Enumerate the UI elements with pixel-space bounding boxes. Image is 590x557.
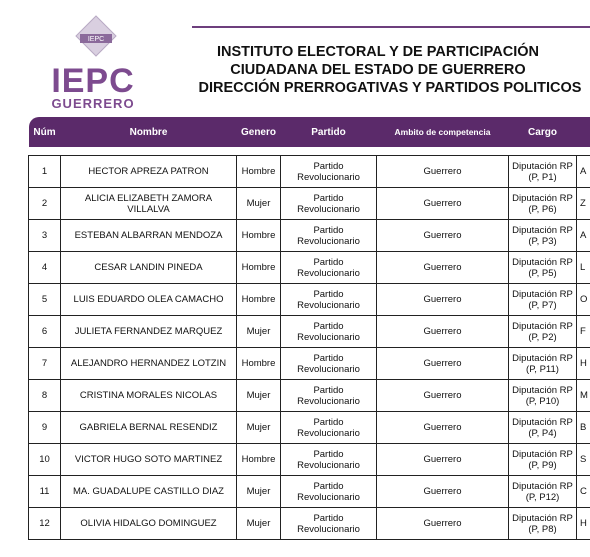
cell-ambito: Guerrero (377, 156, 509, 188)
cell-num: 9 (29, 412, 61, 444)
cell-nombre: CRISTINA MORALES NICOLAS (61, 380, 237, 412)
logo-wordmark: IEPC (51, 62, 135, 100)
title-line-1: INSTITUTO ELECTORAL Y DE PARTICIPACIÓN (217, 44, 539, 60)
cell-ambito: Guerrero (377, 188, 509, 220)
cell-partido: Partido Revolucionario (281, 316, 377, 348)
document-title (180, 43, 590, 97)
cell-extra: S (577, 444, 590, 476)
cell-cargo: Diputación RP (P, P6) (509, 188, 577, 220)
cell-num: 1 (29, 156, 61, 188)
cell-num: 12 (29, 508, 61, 540)
cell-partido: Partido Revolucionario (281, 188, 377, 220)
table-header-row (29, 117, 590, 147)
cell-genero: Mujer (237, 316, 281, 348)
cell-cargo: Diputación RP (P, P12) (509, 476, 577, 508)
cell-num: 4 (29, 252, 61, 284)
cell-extra: O (577, 284, 590, 316)
cell-nombre: HECTOR APREZA PATRON (61, 156, 237, 188)
cell-ambito: Guerrero (377, 252, 509, 284)
cell-num: 7 (29, 348, 61, 380)
cell-ambito: Guerrero (377, 220, 509, 252)
table-row (29, 316, 590, 348)
cell-genero: Hombre (237, 348, 281, 380)
cell-cargo: Diputación RP (P, P8) (509, 508, 577, 540)
cell-num: 3 (29, 220, 61, 252)
cell-ambito: Guerrero (377, 380, 509, 412)
cell-extra: L (577, 252, 590, 284)
cell-ambito: Guerrero (377, 316, 509, 348)
cell-extra: H (577, 508, 590, 540)
cell-cargo: Diputación RP (P, P5) (509, 252, 577, 284)
col-header-nombre: Nombre (129, 126, 168, 138)
col-header-partido: Partido (311, 126, 346, 138)
cell-partido: Partido Revolucionario (281, 412, 377, 444)
cell-num: 2 (29, 188, 61, 220)
cell-ambito: Guerrero (377, 348, 509, 380)
cell-partido: Partido Revolucionario (281, 348, 377, 380)
table-row (29, 156, 590, 188)
cell-cargo: Diputación RP (P, P9) (509, 444, 577, 476)
cell-genero: Mujer (237, 188, 281, 220)
cell-cargo: Diputación RP (P, P1) (509, 156, 577, 188)
cell-num: 10 (29, 444, 61, 476)
cell-ambito: Guerrero (377, 476, 509, 508)
cell-genero: Hombre (237, 284, 281, 316)
cell-partido: Partido Revolucionario (281, 284, 377, 316)
cell-nombre: OLIVIA HIDALGO DOMINGUEZ (61, 508, 237, 540)
cell-cargo: Diputación RP (P, P4) (509, 412, 577, 444)
cell-extra: C (577, 476, 590, 508)
table-row (29, 412, 590, 444)
col-header-ambito: Ambito de competencia (394, 127, 491, 137)
col-header-genero: Genero (240, 126, 276, 138)
cell-partido: Partido Revolucionario (281, 252, 377, 284)
header-rule (192, 26, 590, 28)
cell-ambito: Guerrero (377, 508, 509, 540)
table-row (29, 188, 590, 220)
cell-extra: M (577, 380, 590, 412)
cell-genero: Hombre (237, 156, 281, 188)
cell-num: 6 (29, 316, 61, 348)
cell-genero: Hombre (237, 252, 281, 284)
cell-extra: Z (577, 188, 590, 220)
cell-partido: Partido Revolucionario (281, 380, 377, 412)
table-row (29, 252, 590, 284)
cell-cargo: Diputación RP (P, P7) (509, 284, 577, 316)
title-line-3: DIRECCIÓN PRERROGATIVAS Y PARTIDOS POLITICOS (198, 80, 582, 96)
table-row (29, 220, 590, 252)
cell-cargo: Diputación RP (P, P3) (509, 220, 577, 252)
cell-extra: A (577, 220, 590, 252)
table-row (29, 380, 590, 412)
cell-cargo: Diputación RP (P, P10) (509, 380, 577, 412)
cell-genero: Mujer (237, 476, 281, 508)
cell-genero: Mujer (237, 508, 281, 540)
cell-partido: Partido Revolucionario (281, 508, 377, 540)
cell-cargo: Diputación RP (P, P11) (509, 348, 577, 380)
cell-partido: Partido Revolucionario (281, 220, 377, 252)
cell-genero: Mujer (237, 380, 281, 412)
col-header-cargo: Cargo (528, 126, 557, 138)
cell-partido: Partido Revolucionario (281, 156, 377, 188)
cell-extra: F (577, 316, 590, 348)
cell-ambito: Guerrero (377, 284, 509, 316)
logo-subtitle: GUERRERO (51, 96, 135, 111)
cell-ambito: Guerrero (377, 444, 509, 476)
cell-extra: B (577, 412, 590, 444)
cell-cargo: Diputación RP (P, P2) (509, 316, 577, 348)
cell-num: 8 (29, 380, 61, 412)
cell-num: 5 (29, 284, 61, 316)
cell-extra: A (577, 156, 590, 188)
cell-partido: Partido Revolucionario (281, 476, 377, 508)
table-row (29, 284, 590, 316)
cell-genero: Hombre (237, 444, 281, 476)
cell-nombre: ESTEBAN ALBARRAN MENDOZA (61, 220, 237, 252)
cell-genero: Hombre (237, 220, 281, 252)
cell-ambito: Guerrero (377, 412, 509, 444)
cell-extra: H (577, 348, 590, 380)
table-row (29, 476, 590, 508)
table-row (29, 444, 590, 476)
cell-genero: Mujer (237, 412, 281, 444)
cell-nombre: GABRIELA BERNAL RESENDIZ (61, 412, 237, 444)
cell-nombre: JULIETA FERNANDEZ MARQUEZ (61, 316, 237, 348)
table-row (29, 508, 590, 540)
logo-badge-text: IEPC (87, 36, 105, 43)
candidates-table (28, 117, 590, 540)
col-header-extra (577, 117, 590, 147)
table-row (29, 348, 590, 380)
cell-nombre: VICTOR HUGO SOTO MARTINEZ (61, 444, 237, 476)
col-header-num: Núm (33, 126, 56, 138)
cell-nombre: MA. GUADALUPE CASTILLO DIAZ (61, 476, 237, 508)
cell-nombre: LUIS EDUARDO OLEA CAMACHO (61, 284, 237, 316)
cell-partido: Partido Revolucionario (281, 444, 377, 476)
title-line-2: CIUDADANA DEL ESTADO DE GUERRERO (230, 62, 526, 78)
cell-nombre: ALEJANDRO HERNANDEZ LOTZIN (61, 348, 237, 380)
cell-nombre: ALICIA ELIZABETH ZAMORA VILLALVA (61, 188, 237, 220)
cell-num: 11 (29, 476, 61, 508)
cell-nombre: CESAR LANDIN PINEDA (61, 252, 237, 284)
